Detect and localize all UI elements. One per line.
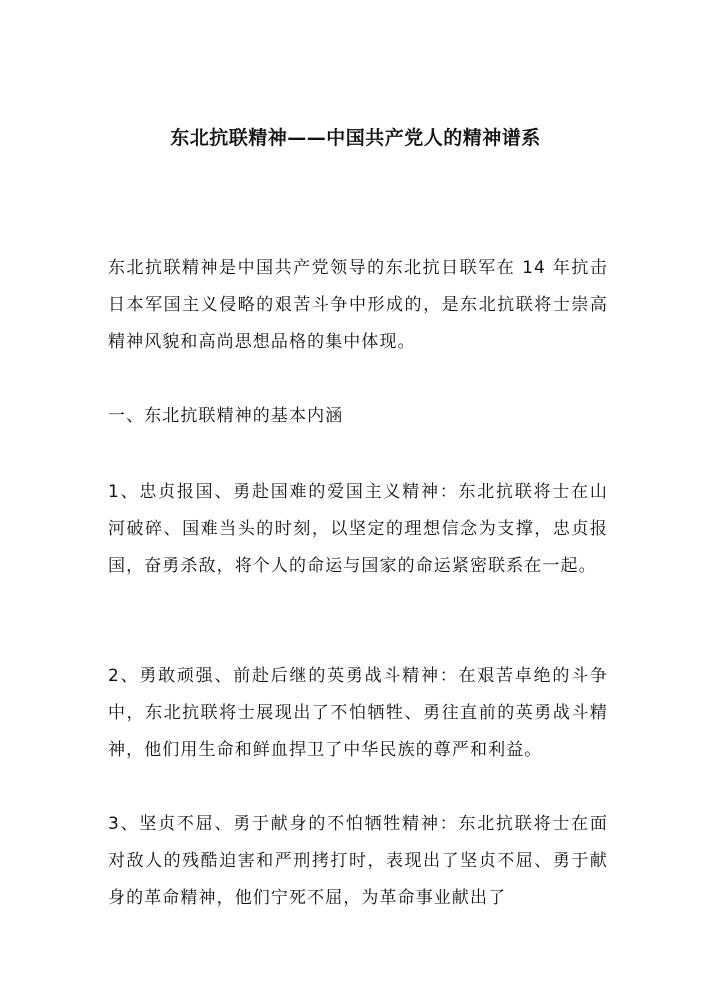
list-item: 3、坚贞不屈、勇于献身的不怕牺牲精神：东北抗联将士在面对敌人的残酷迫害和严刑拷打时，表现出了坚贞不屈、勇于献身的革命精神，他们宁死不屈，为革命事业献出了 xyxy=(108,814,608,908)
list-item: 2、勇敢顽强、前赴后继的英勇战斗精神：在艰苦卓绝的斗争中，东北抗联将士展现出了不怕牺牲、勇往直前的英勇战斗精神，他们用生命和鲜血捍卫了中华民族的尊严和利益。 xyxy=(108,666,608,760)
intro-paragraph: 东北抗联精神是中国共产党领导的东北抗日联军在 14 年抗击日本军国主义侵略的艰苦斗争中形成的，是东北抗联将士崇高精神风貌和高尚思想品格的集中体现。 xyxy=(108,258,608,352)
section-heading: 一、东北抗联精神的基本内涵 xyxy=(108,406,344,426)
list-item: 1、忠贞报国、勇赴国难的爱国主义精神：东北抗联将士在山河破碎、国难当头的时刻，以坚定的理想信念为支撑，忠贞报国，奋勇杀敌，将个人的命运与国家的命运紧密联系在一起。 xyxy=(108,482,608,576)
document-title: 东北抗联精神——中国共产党人的精神谱系 xyxy=(170,127,541,149)
